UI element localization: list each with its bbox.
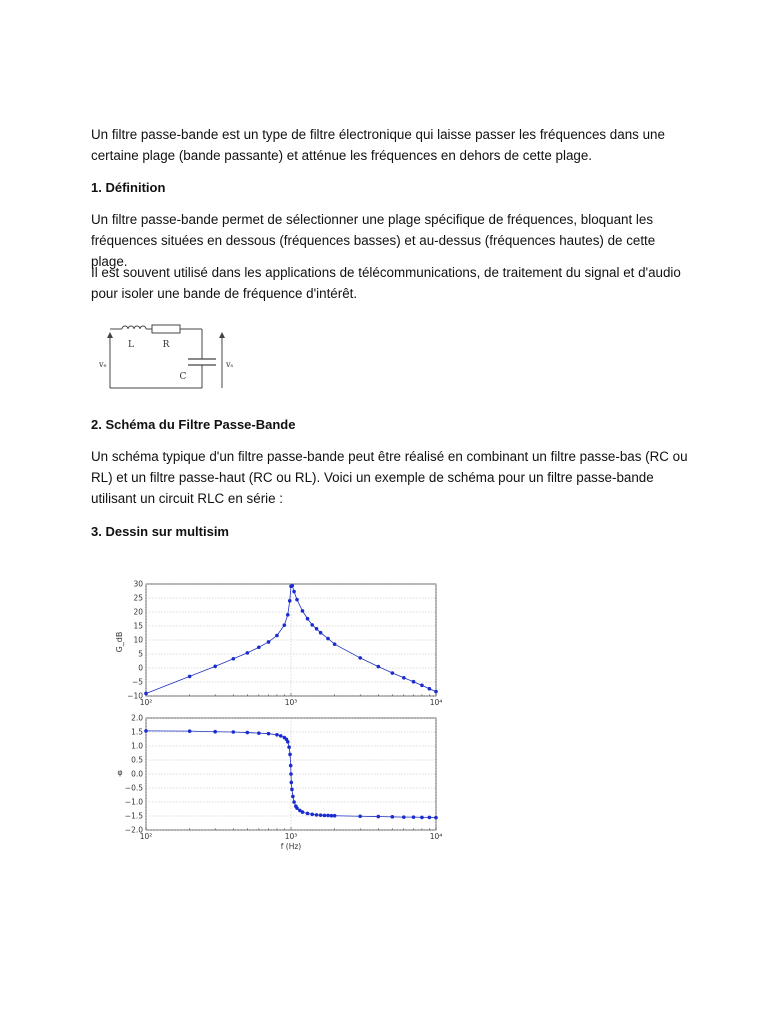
phase-y-tick-label: 2.0 <box>131 713 143 723</box>
gain-data-point <box>295 598 299 602</box>
phase-y-axis-label: φ <box>117 768 123 777</box>
label-C: C <box>179 372 187 382</box>
phase-data-point <box>279 734 283 738</box>
gain-data-point <box>267 640 271 644</box>
gain-y-tick-label: −10 <box>127 691 143 701</box>
inductor-symbol <box>122 326 146 329</box>
phase-data-point <box>275 733 279 737</box>
gain-data-point <box>286 613 290 617</box>
gain-data-point <box>376 665 380 669</box>
phase-y-tick-label: −0.5 <box>124 783 143 793</box>
schema-paragraph: Un schéma typique d'un filtre passe-bande peut être réalisé en combinant un filtre passe-bas (RC ou RL) et un filtre passe-haut (RC ou RL). Voici un exemple de schéma pour un filtre passe-bande utilisant un circuit RLC en série : <box>91 449 688 506</box>
phase-data-point <box>319 813 323 817</box>
phase-data-point <box>290 788 294 792</box>
section2-heading: 2. Schéma du Filtre Passe-Bande <box>91 417 296 432</box>
gain-y-ticks <box>127 580 143 701</box>
gain-data-point <box>144 692 148 696</box>
gain-y-tick-label: 10 <box>133 635 143 645</box>
label-ve: vₑ <box>99 360 107 369</box>
label-L: L <box>128 340 134 350</box>
gain-data-point <box>319 631 323 635</box>
phase-data-point <box>289 764 293 768</box>
phase-y-tick-label: 0.0 <box>131 769 143 779</box>
vs-arrow-head <box>219 332 225 338</box>
gain-data-point <box>428 687 432 691</box>
gain-data-point <box>188 675 192 679</box>
phase-y-tick-label: −2.0 <box>124 825 143 835</box>
gain-y-tick-label: 15 <box>133 621 143 631</box>
gain-data-point <box>290 584 294 588</box>
gain-data-point <box>283 623 287 627</box>
phase-plot <box>117 714 442 852</box>
ve-arrow-head <box>107 332 113 338</box>
gain-plot <box>115 580 442 708</box>
gain-data-point <box>310 623 314 627</box>
gain-x-tick-label: 10² <box>139 698 153 707</box>
label-vs: vₛ <box>226 360 234 369</box>
gain-data-point <box>301 609 305 613</box>
phase-data-point <box>301 810 305 814</box>
definition-paragraph: Un filtre passe-bande permet de sélectionner une plage spécifique de fréquences, bloquant les fréquences situées en dessous (fréquences basses) et au-dessus (fréquences hautes) de cette plage. <box>91 212 656 269</box>
phase-data-point <box>376 815 380 819</box>
phase-data-point <box>287 745 291 749</box>
gain-y-tick-label: 0 <box>138 663 143 673</box>
gain-data-point <box>326 637 330 641</box>
gain-y-axis-label: G_dB <box>115 631 124 653</box>
section1-heading: 1. Définition <box>91 180 166 195</box>
phase-data-point <box>310 813 314 817</box>
label-R: R <box>162 340 170 350</box>
gain-data-point <box>231 657 235 661</box>
gain-data-point <box>292 590 296 594</box>
phase-data-point <box>434 816 438 820</box>
gain-y-tick-label: 30 <box>133 579 143 589</box>
phase-data-point <box>286 740 290 744</box>
phase-data-point <box>257 731 261 735</box>
gain-data-point <box>391 671 395 675</box>
usage-paragraph: Il est souvent utilisé dans les applications de télécommunications, de traitement du signal et d'audio pour isoler une bande de fréquence d'intérêt. <box>91 265 681 301</box>
phase-data-point <box>295 806 299 810</box>
phase-data-point <box>292 800 296 804</box>
gain-x-tick-label: 10⁴ <box>429 698 443 707</box>
rlc-circuit-diagram <box>96 318 266 394</box>
phase-data-point <box>291 795 295 799</box>
phase-data-point <box>323 814 327 818</box>
gain-data-point <box>402 676 406 680</box>
phase-data-point <box>402 815 406 819</box>
phase-data-point <box>267 732 271 736</box>
phase-data-point <box>188 729 192 733</box>
phase-data-point <box>391 815 395 819</box>
gain-y-tick-label: 25 <box>133 593 143 603</box>
gain-data-point <box>315 627 319 631</box>
phase-data-point <box>428 816 432 820</box>
gain-data-point <box>275 634 279 638</box>
gain-data-point <box>434 690 438 694</box>
phase-y-ticks <box>125 714 143 835</box>
gain-y-tick-label: 5 <box>138 649 143 659</box>
phase-x-tick-label: 10³ <box>284 832 298 841</box>
phase-data-point <box>289 772 293 776</box>
phase-y-tick-label: 1.0 <box>131 741 143 751</box>
gain-data-point <box>213 665 217 669</box>
phase-data-point <box>330 814 334 818</box>
gain-data-point <box>257 645 261 649</box>
phase-data-point <box>358 814 362 818</box>
gain-data-point <box>306 617 310 621</box>
phase-data-point <box>213 730 217 734</box>
phase-x-axis-label: f (Hz) <box>280 842 302 851</box>
gain-data-point <box>358 656 362 660</box>
gain-y-tick-label: 20 <box>133 607 143 617</box>
intro-paragraph: Un filtre passe-bande est un type de filtre électronique qui laisse passer les fréquences dans une certaine plage (bande passante) et atténue les fréquences en dehors de cette plage. <box>91 127 665 163</box>
gain-data-point <box>246 651 250 655</box>
phase-data-point <box>231 730 235 734</box>
phase-data-point <box>246 731 250 735</box>
phase-data-point <box>420 816 424 820</box>
phase-data-point <box>326 814 330 818</box>
gain-data-point <box>420 684 424 688</box>
phase-data-point <box>290 781 294 785</box>
phase-data-point <box>288 753 292 757</box>
gain-data-point <box>288 599 292 603</box>
gain-data-point <box>333 642 337 646</box>
gain-data-point <box>412 680 416 684</box>
bode-plot-figure <box>100 572 460 862</box>
phase-y-tick-label: −1.0 <box>124 797 143 807</box>
phase-data-point <box>306 812 310 816</box>
phase-y-tick-label: 0.5 <box>131 755 143 765</box>
phase-data-point <box>412 815 416 819</box>
phase-data-point <box>315 813 319 817</box>
phase-data-point <box>144 729 148 733</box>
section3-heading: 3. Dessin sur multisim <box>91 524 229 539</box>
phase-y-tick-label: −1.5 <box>124 811 143 821</box>
gain-y-tick-label: −5 <box>131 677 143 687</box>
phase-data-point <box>333 814 337 818</box>
resistor-symbol <box>152 325 180 333</box>
gain-x-tick-label: 10³ <box>284 698 298 707</box>
phase-x-tick-label: 10⁴ <box>429 832 443 841</box>
phase-y-tick-label: 1.5 <box>131 727 143 737</box>
phase-x-tick-label: 10² <box>139 832 153 841</box>
